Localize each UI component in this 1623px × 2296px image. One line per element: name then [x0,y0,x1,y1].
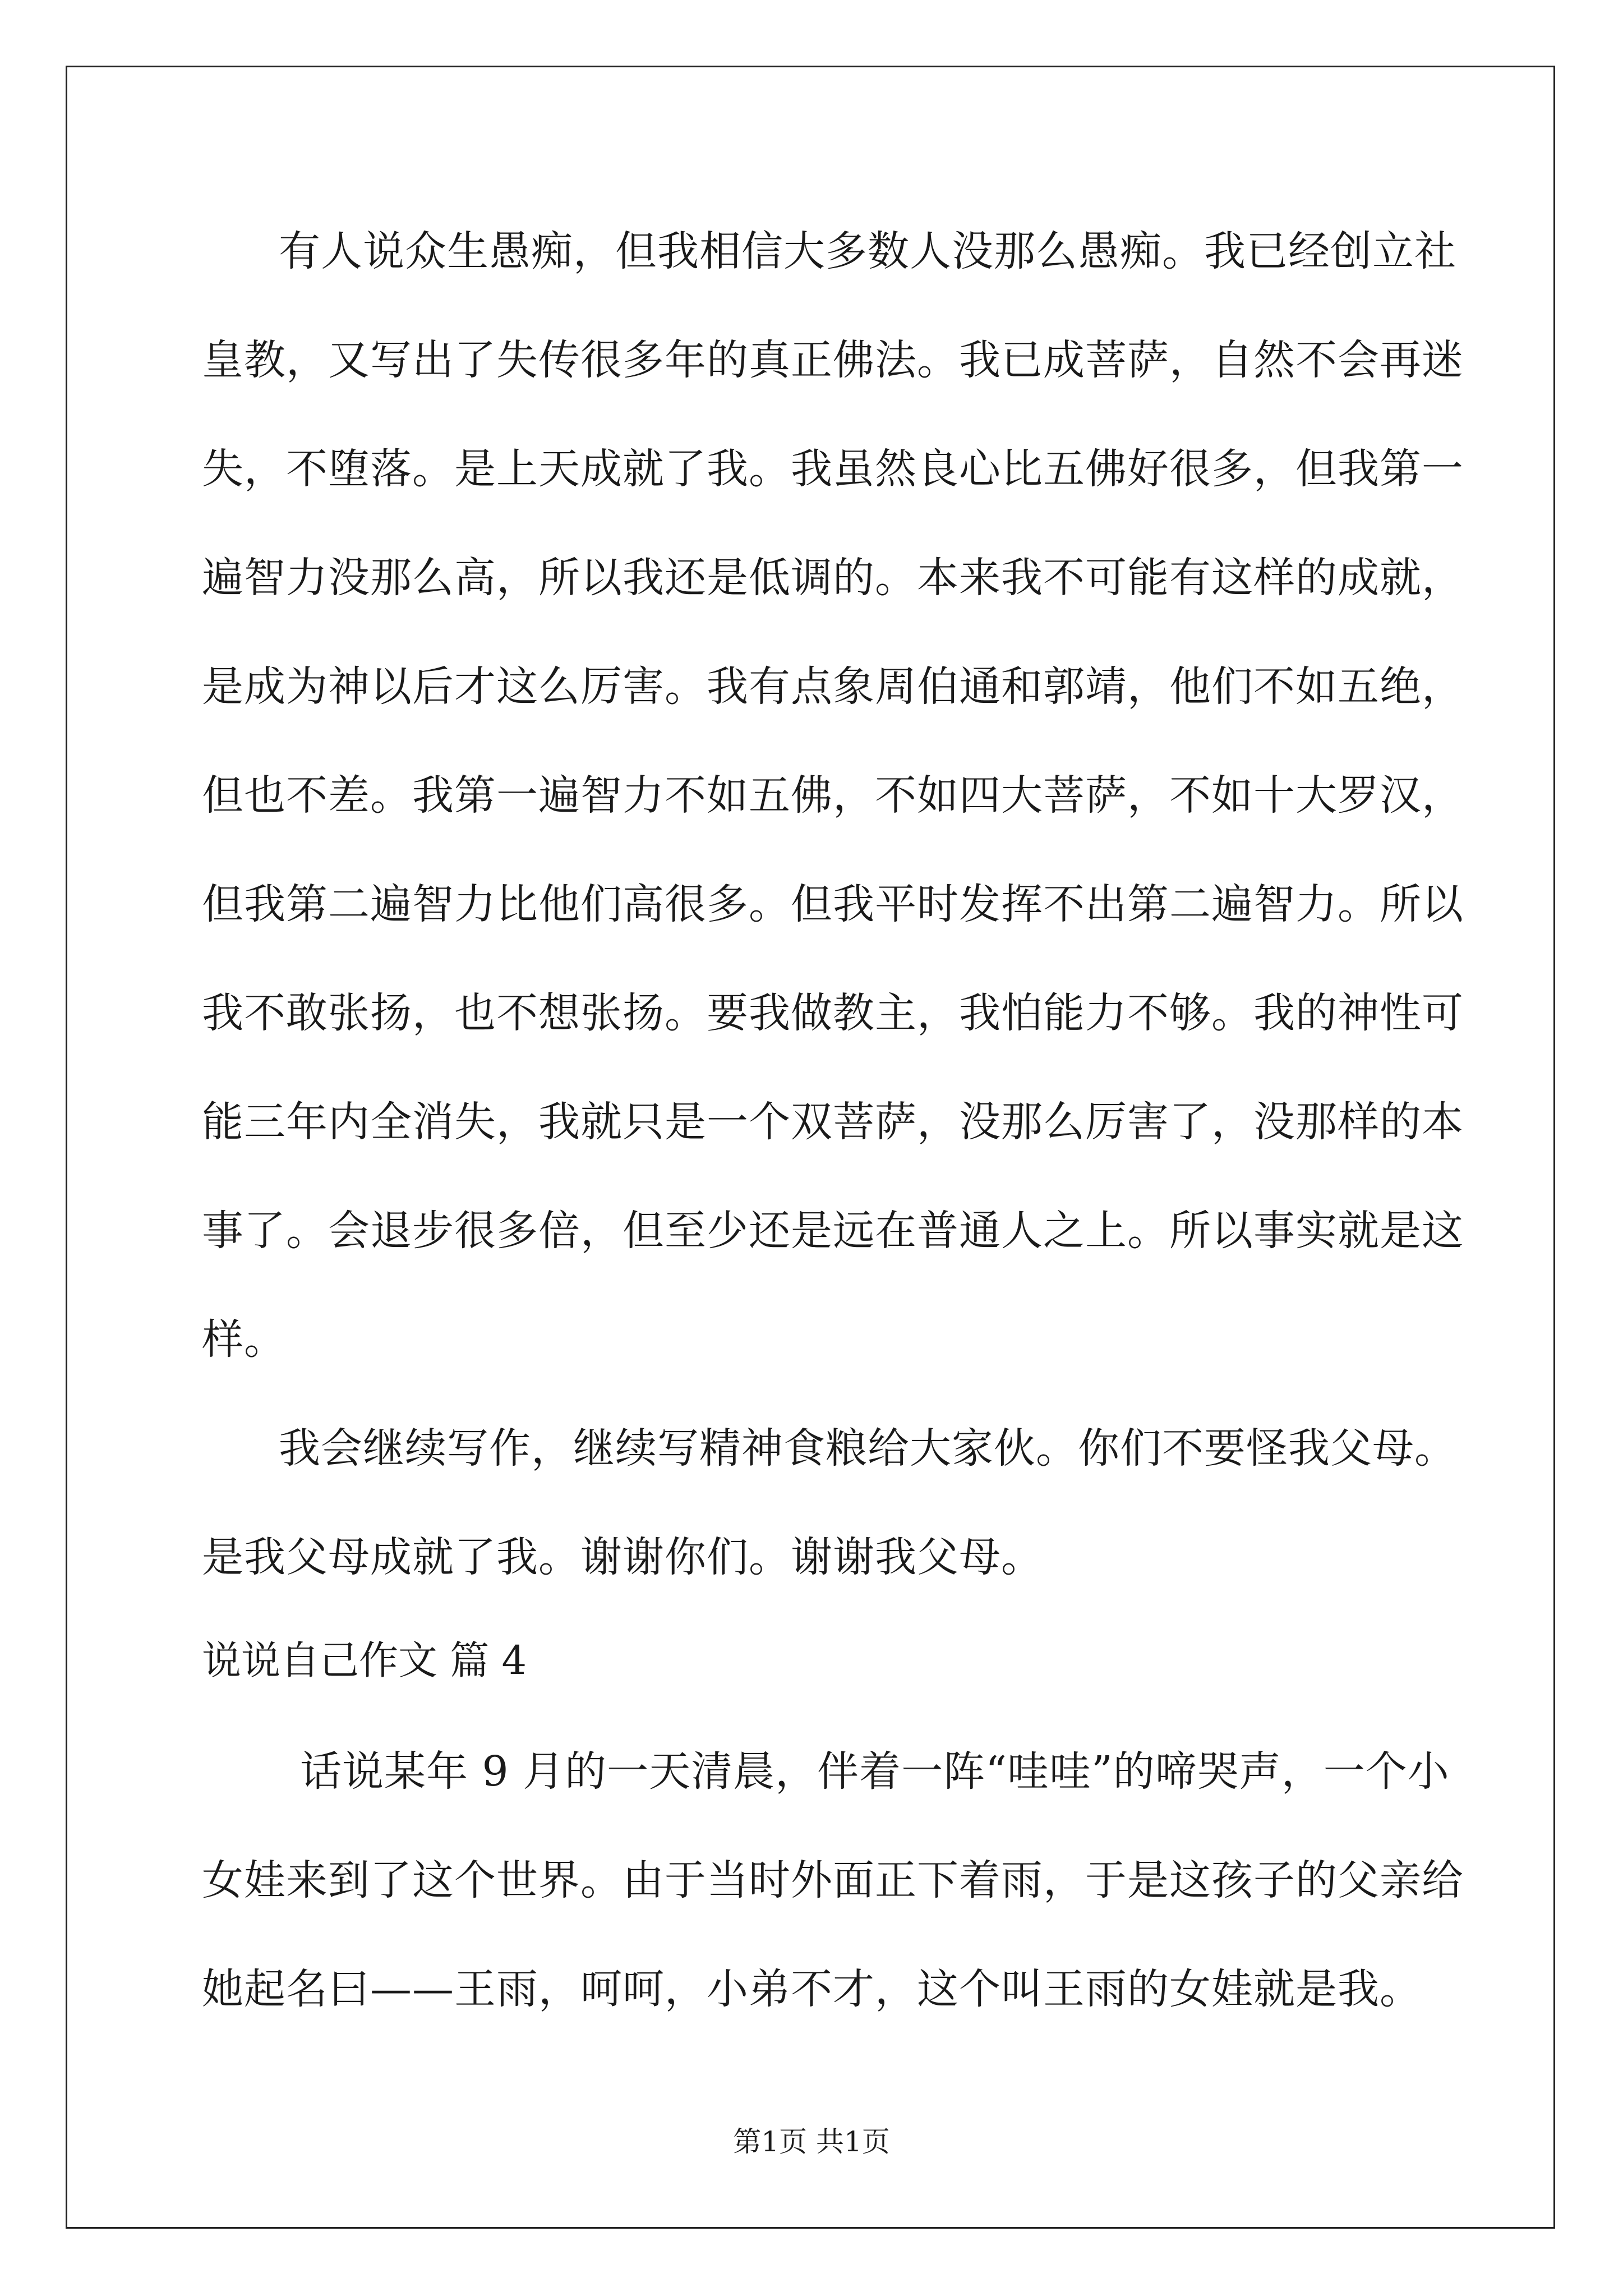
paragraph-1-line-5: 是成为神以后才这么厉害。我有点象周伯通和郭靖，他们不如五绝， [202,662,1464,711]
section-paragraph-line-2: 女娃来到了这个世界。由于当时外面正下着雨，于是这孩子的父亲给 [202,1856,1464,1904]
paragraph-1-line-4: 遍智力没那么高，所以我还是低调的。本来我不可能有这样的成就， [202,554,1464,602]
paragraph-1-line-8: 我不敢张扬，也不想张扬。要我做教主，我怕能力不够。我的神性可 [202,989,1464,1037]
paragraph-1-line-7: 但我第二遍智力比他们高很多。但我平时发挥不出第二遍智力。所以 [202,880,1464,928]
paragraph-1-line-6: 但也不差。我第一遍智力不如五佛，不如四大菩萨，不如十大罗汉， [202,771,1464,820]
section-paragraph-line-3: 她起名曰——王雨，呵呵，小弟不才，这个叫王雨的女娃就是我。 [202,1965,1422,2013]
paragraph-1-line-9: 能三年内全消失，我就只是一个双菩萨，没那么厉害了，没那样的本 [202,1098,1464,1146]
paragraph-1-line-2: 皇教，又写出了失传很多年的真正佛法。我已成菩萨，自然不会再迷 [202,336,1464,384]
paragraph-1-line-3: 失，不堕落。是上天成就了我。我虽然良心比五佛好很多，但我第一 [202,445,1464,493]
section-paragraph-line-1: 话说某年 9 月的一天清晨，伴着一阵“哇哇”的啼哭声，一个小 [300,1747,1450,1796]
paragraph-1-line-10: 事了。会退步很多倍，但至少还是远在普通人之上。所以事实就是这 [202,1207,1464,1255]
paragraph-1-line-1: 有人说众生愚痴，但我相信大多数人没那么愚痴。我已经创立社 [279,227,1456,275]
paragraph-1-line-11: 样。 [202,1315,286,1364]
section-heading: 说说自己作文 篇 4 [202,1637,527,1683]
paragraph-2-line-2: 是我父母成就了我。谢谢你们。谢谢我父母。 [202,1533,1043,1581]
page-number-footer: 第1页 共1页 [733,2125,890,2158]
paragraph-2-line-1: 我会继续写作，继续写精神食粮给大家伙。你们不要怪我父母。 [279,1424,1456,1473]
